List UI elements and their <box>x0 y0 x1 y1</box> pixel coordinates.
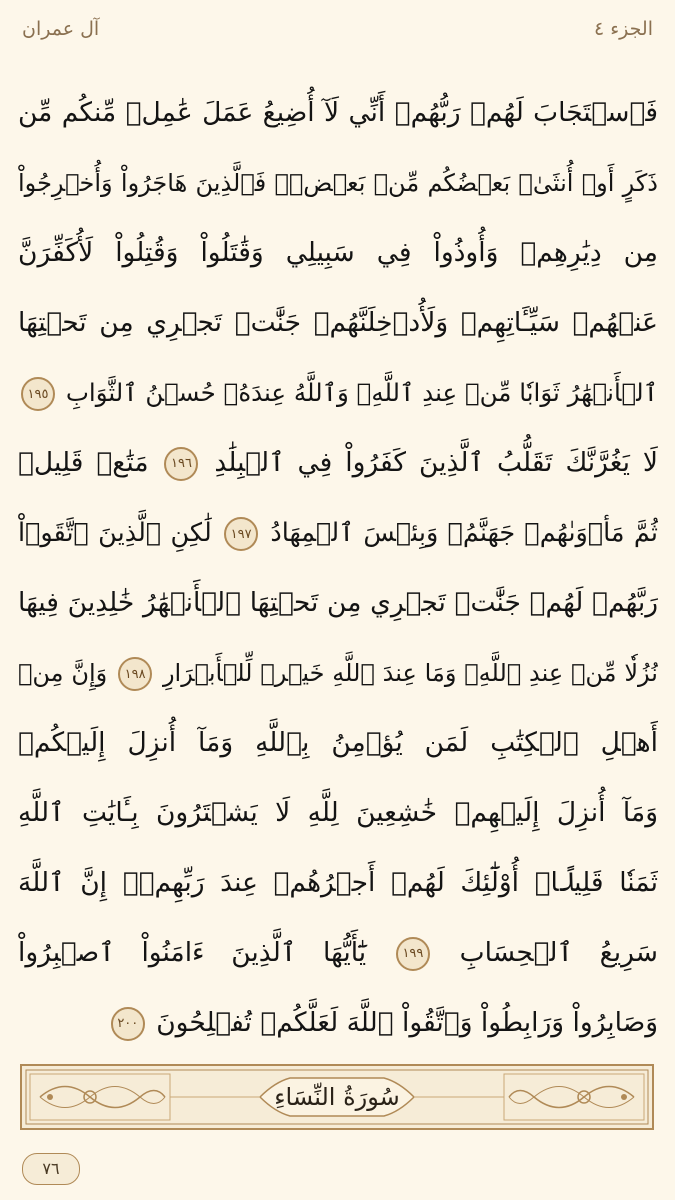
quran-line <box>18 778 658 848</box>
verse-text: فَٱسۡتَجَابَ لَهُمۡ رَبُّهُمۡ أَنِّي لَآ أُضِيعُ عَمَلَ عَٰمِلٖ مِّنكُم مِّن <box>18 97 658 128</box>
verse-text: عَنۡهُمۡ سَيِّـَٔاتِهِمۡ وَلَأُدۡخِلَنَّهُمۡ جَنَّٰتٖ تَجۡرِي مِن تَحۡتِهَا <box>18 307 658 338</box>
quran-line <box>18 498 658 568</box>
verse-number-marker: ١٩٥ <box>21 377 55 411</box>
surah-header-banner <box>20 1064 654 1130</box>
verse-text: رَبَّهُمۡ لَهُمۡ جَنَّٰتٞ تَجۡرِي مِن تَحۡتِهَا ٱلۡأَنۡهَٰرُ خَٰلِدِينَ فِيهَا <box>18 587 658 618</box>
verse-text: مَتَٰعٞ قَلِيلٞ <box>18 447 149 478</box>
juz-label: الجزء ٤ <box>593 18 653 40</box>
verse-number-marker: ١٩٧ <box>224 517 258 551</box>
quran-line <box>18 568 658 638</box>
verse-number-marker: ١٩٩ <box>396 937 430 971</box>
verse-text: وَمَآ أُنزِلَ إِلَيۡهِمۡ خَٰشِعِينَ لِلَّهِ لَا يَشۡتَرُونَ بِـَٔايَٰتِ ٱللَّهِ <box>18 797 658 828</box>
quran-line <box>18 428 658 498</box>
quran-line <box>18 708 658 778</box>
quran-line <box>18 638 658 708</box>
next-surah-title: سُورَةُ النِّسَاءِ <box>274 1083 400 1111</box>
verse-number-marker: ٢٠٠ <box>111 1007 145 1041</box>
quran-line <box>18 358 658 428</box>
verse-text: سَرِيعُ ٱلۡحِسَابِ <box>459 937 658 968</box>
quran-line <box>18 78 658 148</box>
surah-name-label: آل عمران <box>22 18 100 40</box>
quran-line <box>18 848 658 918</box>
verse-text: ٱلۡأَنۡهَٰرُ ثَوَابٗا مِّنۡ عِندِ ٱللَّهِۚ وَٱللَّهُ عِندَهُۥ حُسۡنُ ٱلثَّوَابِ <box>65 378 658 407</box>
verse-text: وَصَابِرُواْ وَرَابِطُواْ وَٱتَّقُواْ ٱللَّهَ لَعَلَّكُمۡ تُفۡلِحُونَ <box>156 1007 658 1038</box>
verse-text: لَا يَغُرَّنَّكَ تَقَلُّبُ ٱلَّذِينَ كَفَرُواْ فِي ٱلۡبِلَٰدِ <box>214 447 658 478</box>
verse-text: ثُمَّ مَأۡوَىٰهُمۡ جَهَنَّمُۖ وَبِئۡسَ ٱلۡمِهَادُ <box>270 518 658 548</box>
verse-text: لَٰكِنِ ٱلَّذِينَ ٱتَّقَوۡاْ <box>18 518 212 548</box>
verse-number-marker: ١٩٦ <box>164 447 198 481</box>
verse-text: أَهۡلِ ٱلۡكِتَٰبِ لَمَن يُؤۡمِنُ بِٱللَّهِ وَمَآ أُنزِلَ إِلَيۡكُمۡ <box>18 727 658 758</box>
quran-line <box>18 918 658 988</box>
page-header <box>0 0 675 62</box>
verse-text: ذَكَرٍ أَوۡ أُنثَىٰۖ بَعۡضُكُم مِّنۢ بَعۡضٖۖ فَٱلَّذِينَ هَاجَرُواْ وَأُخۡرِجُواْ <box>18 169 658 197</box>
verse-text: مِن دِيَٰرِهِمۡ وَأُوذُواْ فِي سَبِيلِي وَقَٰتَلُواْ وَقُتِلُواْ لَأُكَفِّرَنَّ <box>18 237 658 268</box>
verse-text: نُزُلٗا مِّنۡ عِندِ ٱللَّهِۗ وَمَا عِندَ ٱللَّهِ خَيۡرٞ لِّلۡأَبۡرَارِ <box>162 659 658 687</box>
quran-line <box>18 218 658 288</box>
quran-line <box>18 988 658 1058</box>
verse-text: وَإِنَّ مِنۡ <box>18 659 108 687</box>
quran-line <box>18 148 658 218</box>
quran-text-block <box>18 78 658 1058</box>
verse-number-marker: ١٩٨ <box>118 657 152 691</box>
page-number: ٧٦ <box>22 1153 80 1185</box>
verse-text: يَٰٓأَيُّهَا ٱلَّذِينَ ءَامَنُواْ ٱصۡبِرُواْ <box>18 937 367 968</box>
quran-line <box>18 288 658 358</box>
verse-text: ثَمَنٗا قَلِيلًاۚ أُوْلَٰٓئِكَ لَهُمۡ أَجۡرُهُمۡ عِندَ رَبِّهِمۡۗ إِنَّ ٱللَّهَ <box>18 867 658 898</box>
